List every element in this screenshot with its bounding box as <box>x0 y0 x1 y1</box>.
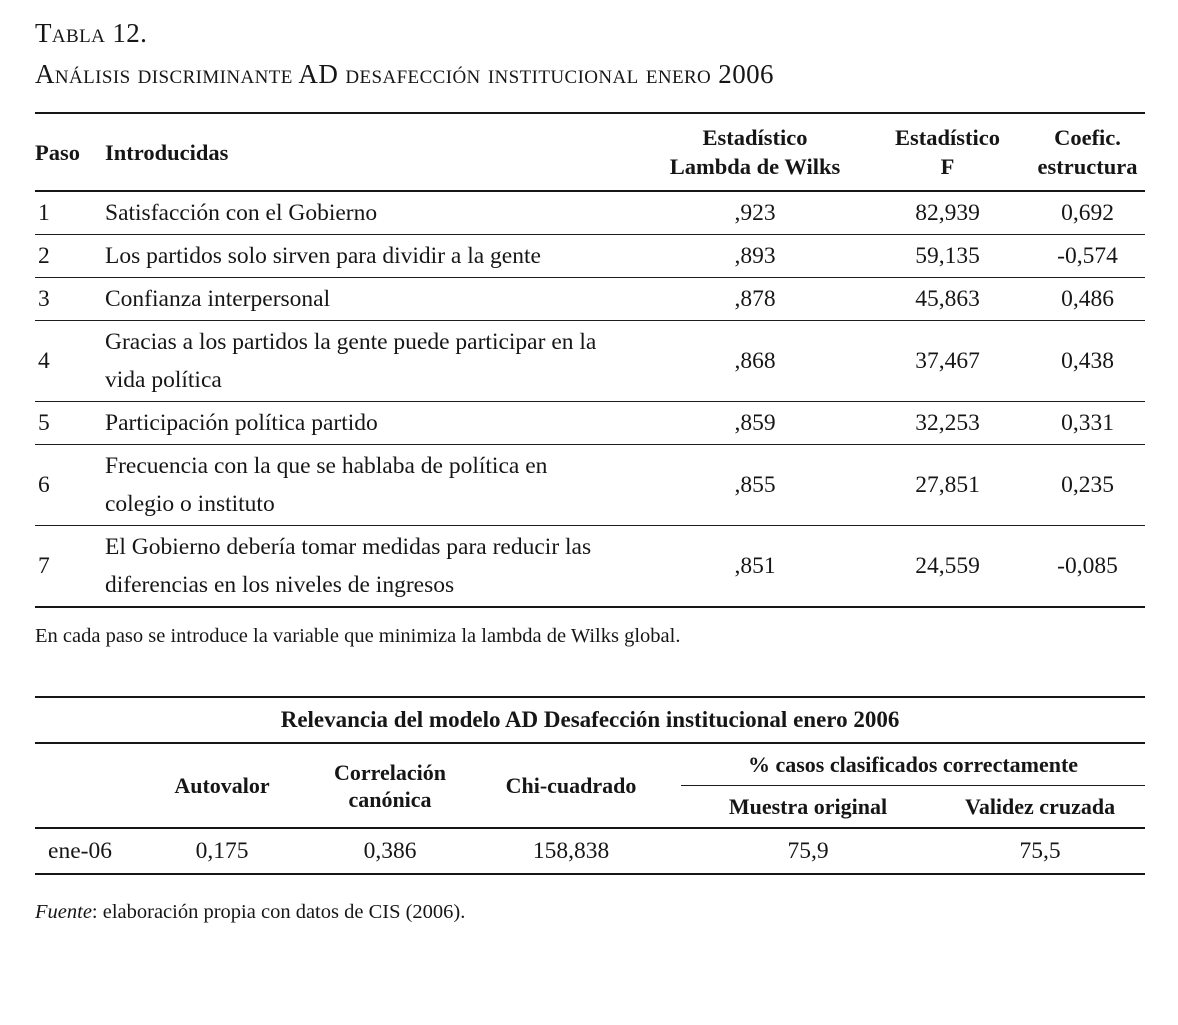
cell-paso: 1 <box>38 200 50 226</box>
column-header-coef-estructura: Coefic. estructura <box>1030 113 1145 191</box>
table-row <box>35 828 1145 874</box>
column-header-casos-clasificados: % casos clasificados correctamente <box>681 743 1145 786</box>
column-header-muestra-original: Muestra original <box>728 794 888 819</box>
cell-f: 59,135 <box>865 235 1030 278</box>
cell-periodo: ene-06 <box>35 828 125 874</box>
cell-variable: Gracias a los partidos la gente puede participar en la vida política <box>105 321 645 402</box>
cell-lambda: ,851 <box>645 526 865 608</box>
table-row <box>35 402 1145 445</box>
cell-coef: 0,235 <box>1030 445 1145 526</box>
model-table-header <box>35 697 1145 828</box>
cell-paso: 5 <box>35 402 105 445</box>
cell-paso: 2 <box>35 235 105 278</box>
table-note: En cada paso se introduce la variable que minimiza la lambda de Wilks global. <box>35 625 681 647</box>
table-row <box>35 445 1145 526</box>
table-row <box>35 191 1145 235</box>
cell-lambda: ,855 <box>645 445 865 526</box>
column-header-chi-cuadrado: Chi-cuadrado <box>505 773 637 798</box>
cell-coef: 0,331 <box>1030 402 1145 445</box>
cell-paso: 6 <box>35 445 105 526</box>
model-relevance-table <box>35 696 1145 875</box>
cell-coef: -0,085 <box>1030 526 1145 608</box>
model-table-title: Relevancia del modelo AD Desafección institucional enero 2006 <box>35 697 1145 743</box>
cell-coef: 0,486 <box>1030 278 1145 321</box>
cell-variable: Participación política partido <box>105 402 645 445</box>
cell-coef: -0,574 <box>1030 235 1145 278</box>
cell-f: 37,467 <box>865 321 1030 402</box>
column-header-introducidas: Introducidas <box>105 113 645 191</box>
cell-f: 45,863 <box>865 278 1030 321</box>
column-header-correlacion-canonica: Correlación canónica <box>333 759 446 812</box>
cell-paso: 4 <box>35 321 105 402</box>
stepwise-discriminant-table <box>35 112 1145 608</box>
cell-coef: 0,692 <box>1061 200 1114 226</box>
cell-lambda: ,893 <box>645 235 865 278</box>
cell-autovalor: 0,175 <box>125 828 319 874</box>
source-note <box>35 899 1145 926</box>
table-row <box>35 235 1145 278</box>
cell-f: 24,559 <box>865 526 1030 608</box>
cell-lambda: ,923 <box>734 200 776 226</box>
cell-f: 27,851 <box>865 445 1030 526</box>
cell-lambda: ,878 <box>645 278 865 321</box>
source-label: Fuente <box>35 901 92 923</box>
cell-variable: Los partidos solo sirven para dividir a la gente <box>105 235 645 278</box>
column-header-periodo-empty <box>35 743 125 828</box>
cell-muestra: 75,9 <box>681 828 935 874</box>
cell-coef: 0,438 <box>1030 321 1145 402</box>
cell-lambda: ,868 <box>645 321 865 402</box>
stepwise-table-header <box>35 113 1145 191</box>
column-header-paso: Paso <box>35 113 105 191</box>
column-header-validez-cruzada: Validez cruzada <box>964 794 1116 819</box>
cell-variable: Satisfacción con el Gobierno <box>105 200 378 226</box>
cell-validez: 75,5 <box>935 828 1145 874</box>
column-header-estadistico-f: Estadístico F <box>865 113 1030 191</box>
column-header-lambda-wilks: Estadístico Lambda de Wilks <box>645 113 865 191</box>
table-row <box>35 278 1145 321</box>
table-row <box>35 526 1145 608</box>
table-caption-number: Tabla 12. <box>35 18 148 48</box>
cell-chi: 158,838 <box>461 828 681 874</box>
cell-correlacion: 0,386 <box>319 828 461 874</box>
column-header-autovalor: Autovalor <box>174 773 270 798</box>
cell-paso: 3 <box>35 278 105 321</box>
table-caption-title: Análisis discriminante AD desafección institucional enero 2006 <box>35 59 774 89</box>
source-text: : elaboración propia con datos de CIS (2006). <box>91 901 466 923</box>
cell-paso: 7 <box>35 526 105 608</box>
cell-lambda: ,859 <box>645 402 865 445</box>
cell-f: 82,939 <box>915 200 980 226</box>
table-row <box>35 321 1145 402</box>
cell-variable: El Gobierno debería tomar medidas para reducir las diferencias en los niveles de ingresos <box>105 526 645 608</box>
cell-variable: Confianza interpersonal <box>105 278 645 321</box>
cell-f: 32,253 <box>865 402 1030 445</box>
cell-variable: Frecuencia con la que se hablaba de política en colegio o instituto <box>105 445 645 526</box>
